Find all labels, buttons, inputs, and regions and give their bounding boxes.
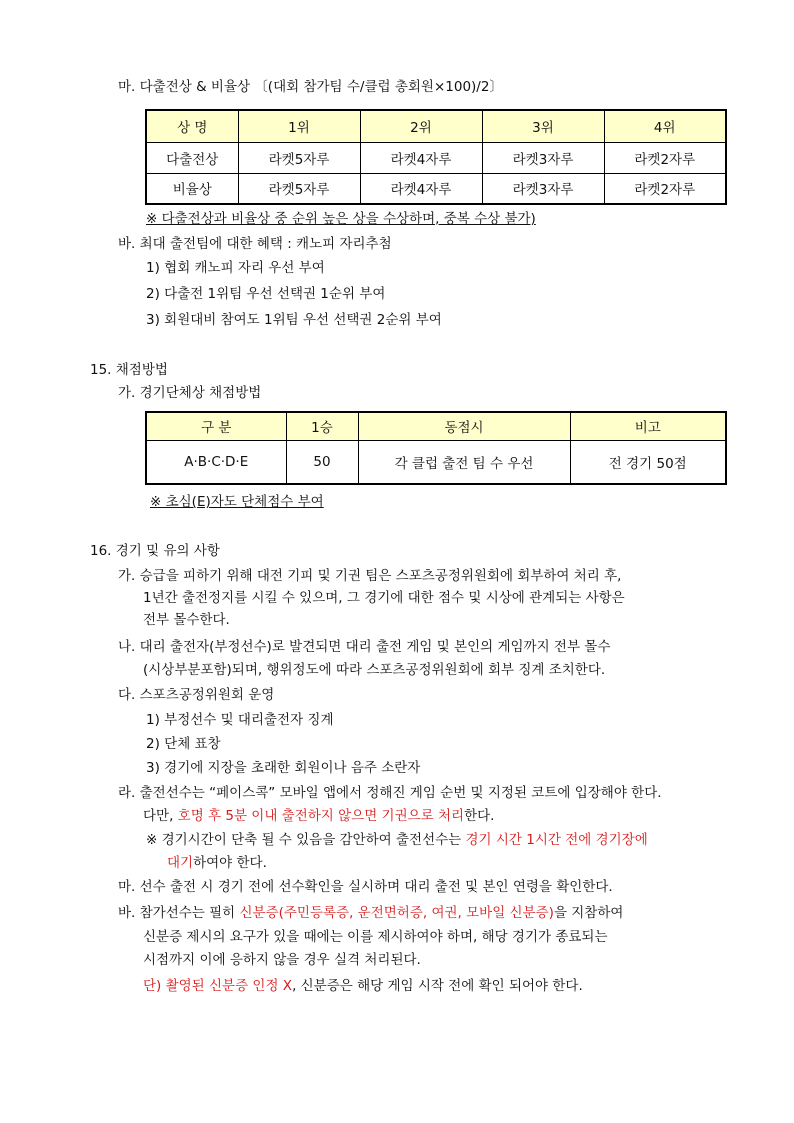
score-table <box>145 411 727 485</box>
list-item: 3) 회원대비 참여도 1위팀 우선 선택권 2순위 부여 <box>146 312 442 328</box>
award-cell: 라켓5자루 <box>238 142 360 173</box>
highlight-text: 신분증(주민등록증, 운전면허증, 여권, 모바일 신분증) <box>239 905 554 921</box>
award-cell: 라켓5자루 <box>238 173 360 204</box>
list-item: 3) 경기에 지장을 초래한 회원이나 음주 소란자 <box>146 760 421 776</box>
text-span: 하여야 한다. <box>193 855 267 871</box>
list-item: 1) 협회 캐노피 자리 우선 부여 <box>146 260 325 276</box>
section-16-title: 16. 경기 및 유의 사항 <box>90 543 220 559</box>
text-span: 바. 참가선수는 필히 <box>118 905 240 921</box>
score-cell: A·B·C·D·E <box>146 440 286 484</box>
list-item: 1) 부정선수 및 대리출전자 징계 <box>146 712 334 728</box>
award-cell: 다출전상 <box>146 142 238 173</box>
highlight-text: 호명 후 5분 이내 출전하지 않으면 기권으로 처리 <box>177 808 465 824</box>
award-cell: 라켓4자루 <box>360 173 482 204</box>
score-table-header-row <box>146 412 726 440</box>
table-row <box>146 173 726 204</box>
section-15-subtitle: 가. 경기단체상 채점방법 <box>118 385 262 401</box>
paragraph-line <box>143 976 583 996</box>
paragraph-line <box>118 903 623 923</box>
paragraph-line: 시점까지 이에 응하지 않을 경우 실격 처리된다. <box>143 952 421 968</box>
award-header-cell: 1위 <box>238 110 360 142</box>
score-header-cell: 1승 <box>286 412 358 440</box>
score-header-cell: 구 분 <box>146 412 286 440</box>
award-cell: 비율상 <box>146 173 238 204</box>
text-span: , 신분증은 해당 게임 시작 전에 확인 되어야 한다. <box>292 978 583 994</box>
paragraph-line: 마. 선수 출전 시 경기 전에 선수확인을 실시하며 대리 출전 및 본인 연령을 확인한다. <box>118 879 613 895</box>
paragraph-line: 라. 출전선수는 “페이스콕” 모바일 앱에서 정해진 게임 순번 및 지정된 코트에 입장해야 한다. <box>118 785 662 801</box>
score-note: ※ 초심(E)자도 단체점수 부여 <box>150 494 324 510</box>
table-row <box>146 440 726 484</box>
score-cell: 50 <box>286 440 358 484</box>
award-header-cell: 3위 <box>482 110 604 142</box>
score-header-cell: 동점시 <box>358 412 570 440</box>
paragraph-line: 1년간 출전정지를 시킬 수 있으며, 그 경기에 대한 점수 및 시상에 관계되는 사항은 <box>143 590 625 606</box>
text-span: 다만, <box>143 808 178 824</box>
text-span: ※ 경기시간이 단축 될 수 있음을 감안하여 출전선수는 <box>146 832 466 848</box>
text-span: 을 지참하여 <box>553 905 624 921</box>
award-header-cell: 상 명 <box>146 110 238 142</box>
award-table-header-row <box>146 110 726 142</box>
award-header-cell: 4위 <box>604 110 726 142</box>
list-item: 2) 단체 표창 <box>146 736 221 752</box>
score-cell: 각 클럽 출전 팀 수 우선 <box>358 440 570 484</box>
award-cell: 라켓2자루 <box>604 173 726 204</box>
paragraph-line: 나. 대리 출전자(부정선수)로 발견되면 대리 출전 게임 및 본인의 게임까지 전부 몰수 <box>118 639 611 655</box>
highlight-text: 단) 촬영된 신분증 인정 X <box>143 978 293 994</box>
highlight-text: 대기 <box>167 855 194 871</box>
list-item: 2) 다출전 1위팀 우선 선택권 1순위 부여 <box>146 286 386 302</box>
paragraph-line: 다. 스포츠공정위원회 운영 <box>118 687 275 703</box>
score-header-cell: 비고 <box>570 412 726 440</box>
paragraph-line: 전부 몰수한다. <box>143 612 230 628</box>
award-cell: 라켓3자루 <box>482 173 604 204</box>
paragraph-line <box>143 806 494 826</box>
award-note: ※ 다출전상과 비율상 중 순위 높은 상을 수상하며, 중복 수상 불가) <box>146 211 536 227</box>
paragraph-line: (시상부분포함)되며, 행위정도에 따라 스포츠공정위원회에 회부 징계 조치한다. <box>143 662 606 678</box>
award-cell: 라켓4자루 <box>360 142 482 173</box>
text-span: 한다. <box>464 808 495 824</box>
section-ba-heading: 바. 최대 출전팀에 대한 혜택 : 캐노피 자리추첨 <box>118 236 392 252</box>
award-header-cell: 2위 <box>360 110 482 142</box>
award-cell: 라켓2자루 <box>604 142 726 173</box>
paragraph-line: 가. 승급을 피하기 위해 대전 기피 및 기권 팀은 스포츠공정위원회에 회부하여 처리 후, <box>118 568 622 584</box>
award-cell: 라켓3자루 <box>482 142 604 173</box>
paragraph-line <box>167 853 267 873</box>
paragraph-line <box>146 830 648 850</box>
section-ma-heading: 마. 다출전상 & 비율상 〔(대회 참가팀 수/클럽 총회원×100)/2〕 <box>118 79 503 95</box>
score-cell: 전 경기 50점 <box>570 440 726 484</box>
section-15-title: 15. 채점방법 <box>90 362 168 378</box>
table-row <box>146 142 726 173</box>
paragraph-line: 신분증 제시의 요구가 있을 때에는 이를 제시하여야 하며, 해당 경기가 종료되는 <box>143 929 608 945</box>
highlight-text: 경기 시간 1시간 전에 경기장에 <box>465 832 648 848</box>
award-table <box>145 109 727 205</box>
